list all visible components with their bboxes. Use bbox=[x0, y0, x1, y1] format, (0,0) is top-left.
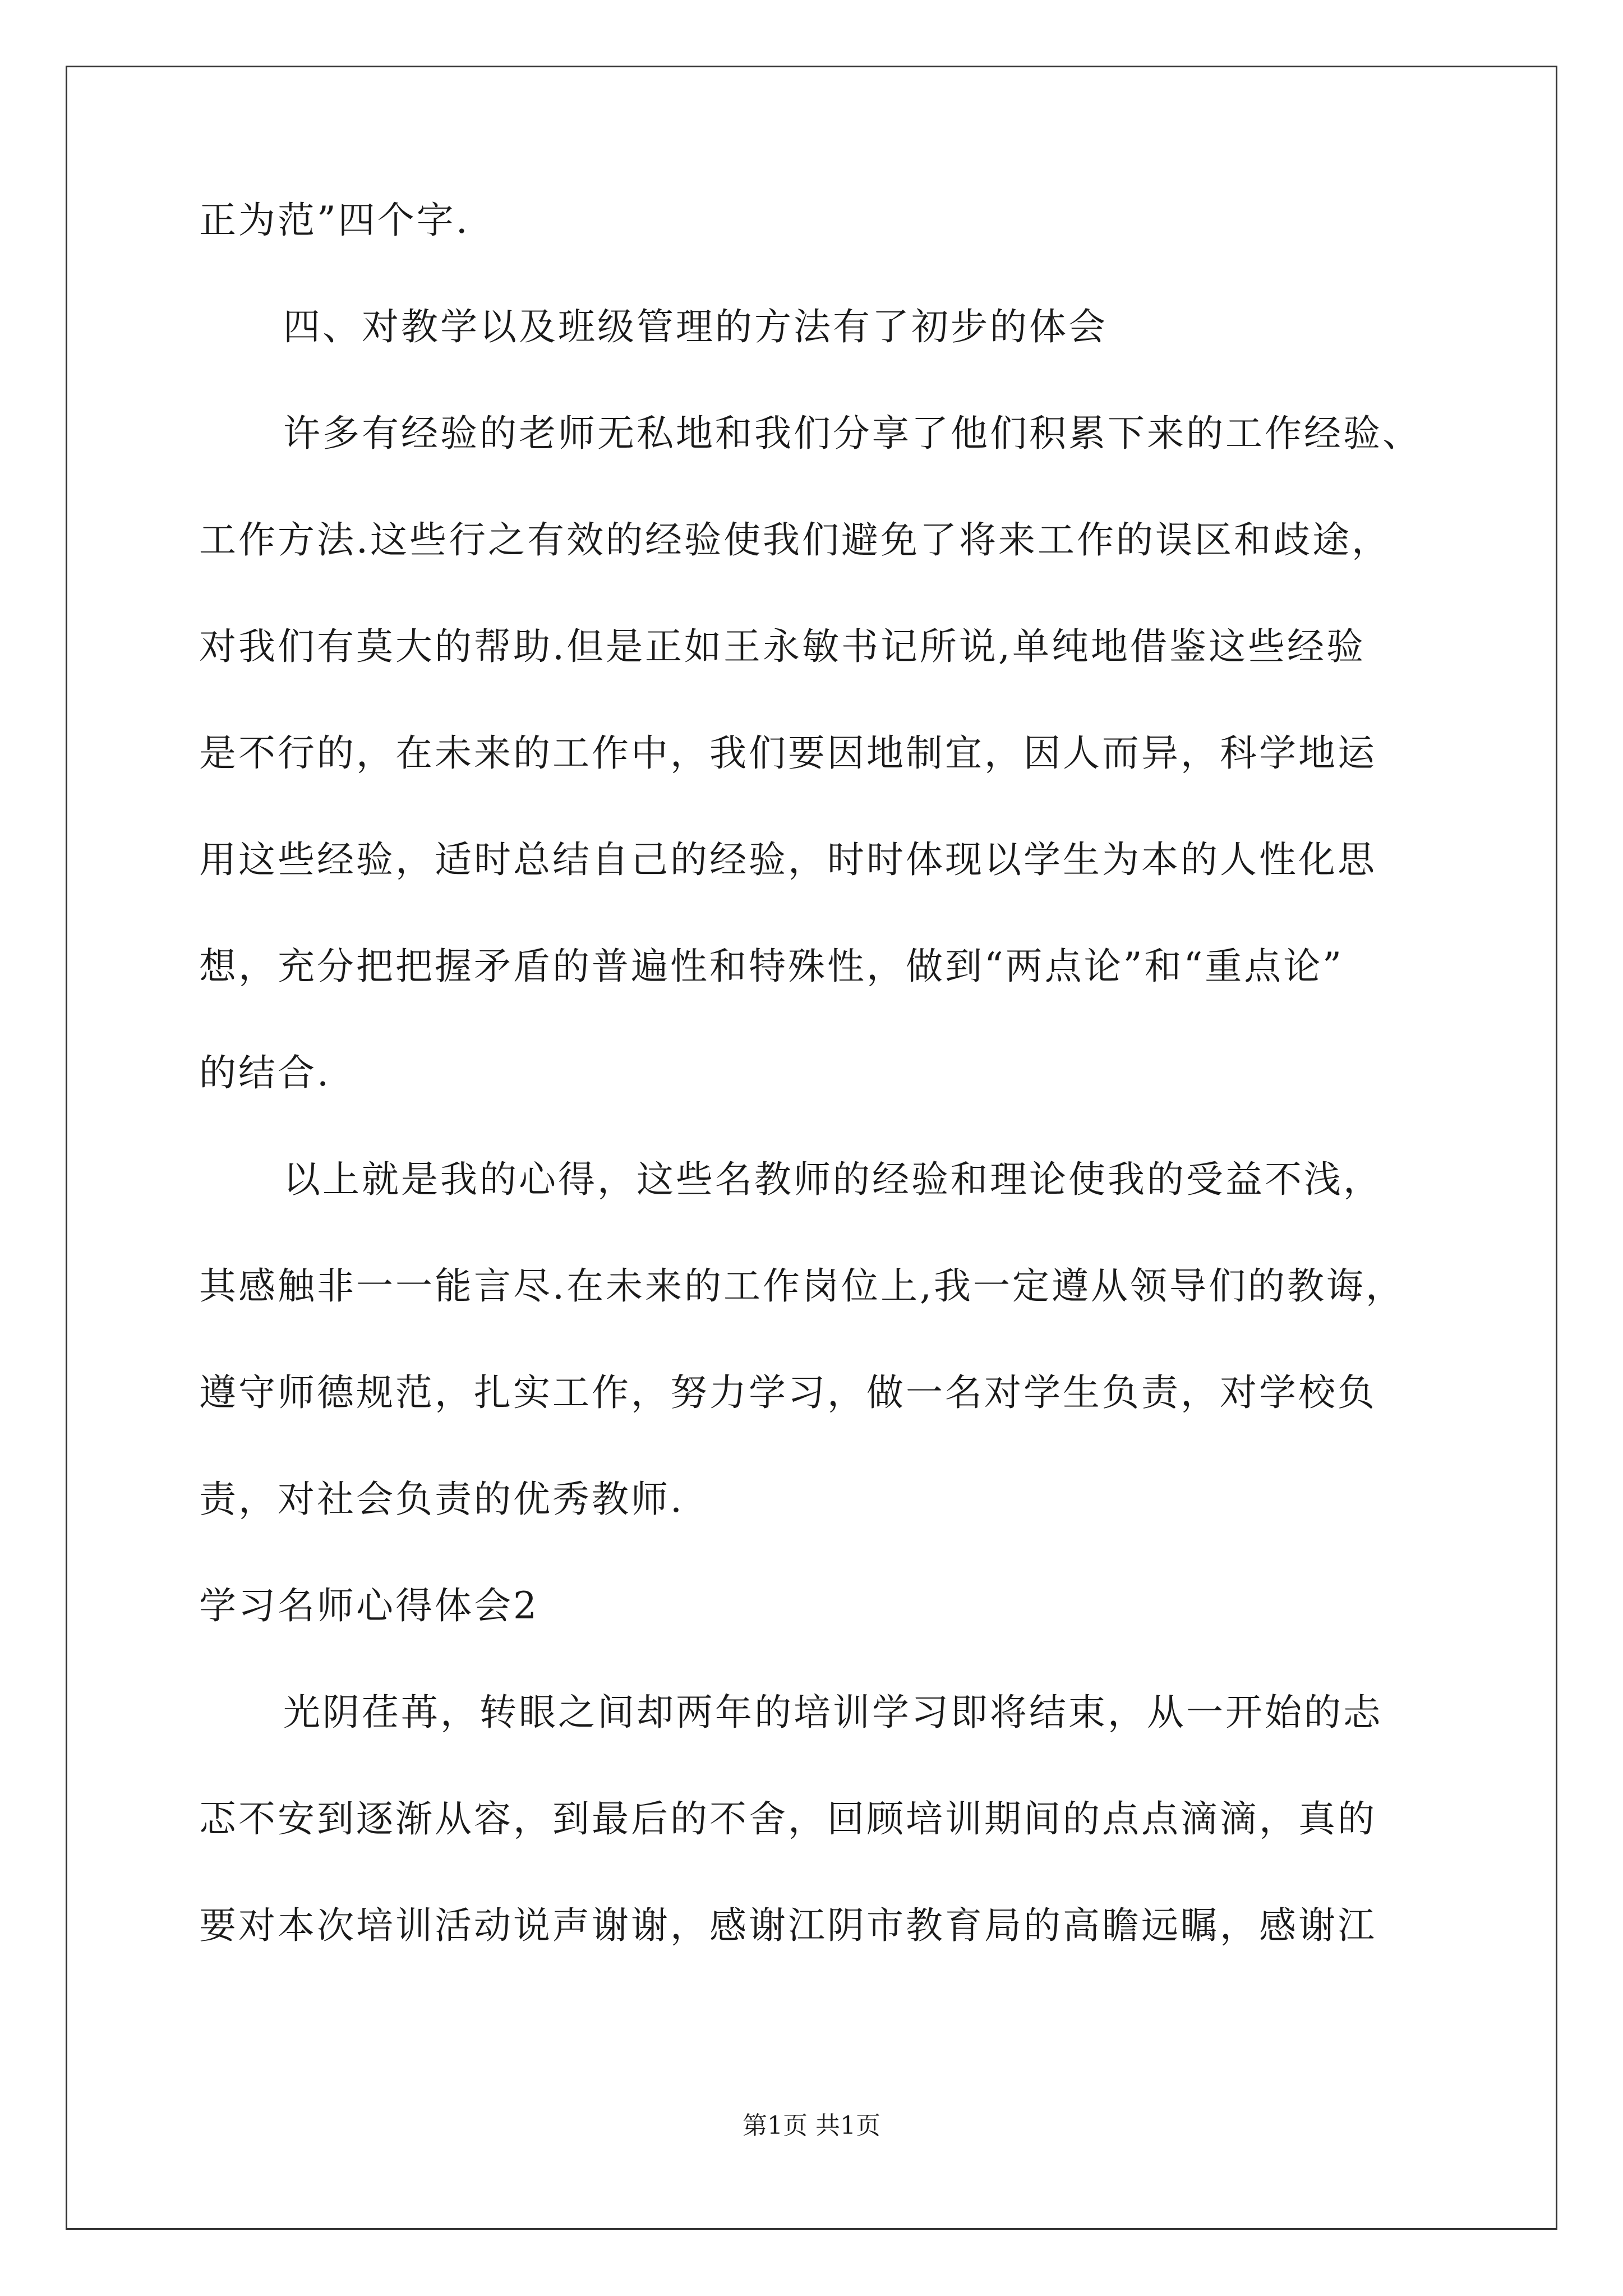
text-line: 要对本次培训活动说声谢谢，感谢江阴市教育局的高瞻远瞩，感谢江 bbox=[199, 1904, 1377, 1947]
text-line: 忑不安到逐渐从容，到最后的不舍，回顾培训期间的点点滴滴，真的 bbox=[199, 1797, 1377, 1841]
text-line: 是不行的，在未来的工作中，我们要因地制宜，因人而异，科学地运 bbox=[199, 731, 1377, 775]
text-line: 其感触非一一能言尽.在未来的工作岗位上,我一定遵从领导们的教诲， bbox=[199, 1264, 1405, 1308]
text-line: 对我们有莫大的帮助.但是正如王永敏书记所说,单纯地借鉴这些经验 bbox=[199, 625, 1366, 668]
document-body bbox=[199, 199, 1472, 2014]
text-line: 四、对教学以及班级管理的方法有了初步的体会 bbox=[283, 305, 1108, 348]
text-line: 以上就是我的心得，这些名教师的经验和理论使我的受益不浅， bbox=[283, 1158, 1382, 1201]
text-line: 学习名师心得体会2 bbox=[199, 1584, 539, 1627]
text-line: 遵守师德规范，扎实工作，努力学习，做一名对学生负责，对学校负 bbox=[199, 1371, 1377, 1414]
text-line: 光阴荏苒，转眼之间却两年的培训学习即将结束，从一开始的忐 bbox=[283, 1691, 1382, 1734]
text-line: 的结合. bbox=[199, 1051, 331, 1094]
text-line: 想，充分把把握矛盾的普遍性和特殊性，做到“两点论”和“重点论” bbox=[199, 945, 1344, 988]
text-line: 用这些经验，适时总结自己的经验，时时体现以学生为本的人性化思 bbox=[199, 838, 1377, 881]
page-footer: 第1页 共1页 bbox=[743, 2111, 880, 2140]
text-line: 正为范”四个字. bbox=[199, 199, 470, 242]
text-line: 工作方法.这些行之有效的经验使我们避免了将来工作的误区和歧途， bbox=[199, 518, 1391, 562]
text-line: 责，对社会负责的优秀教师. bbox=[199, 1478, 684, 1521]
text-line: 许多有经验的老师无私地和我们分享了他们积累下来的工作经验、 bbox=[283, 412, 1422, 455]
